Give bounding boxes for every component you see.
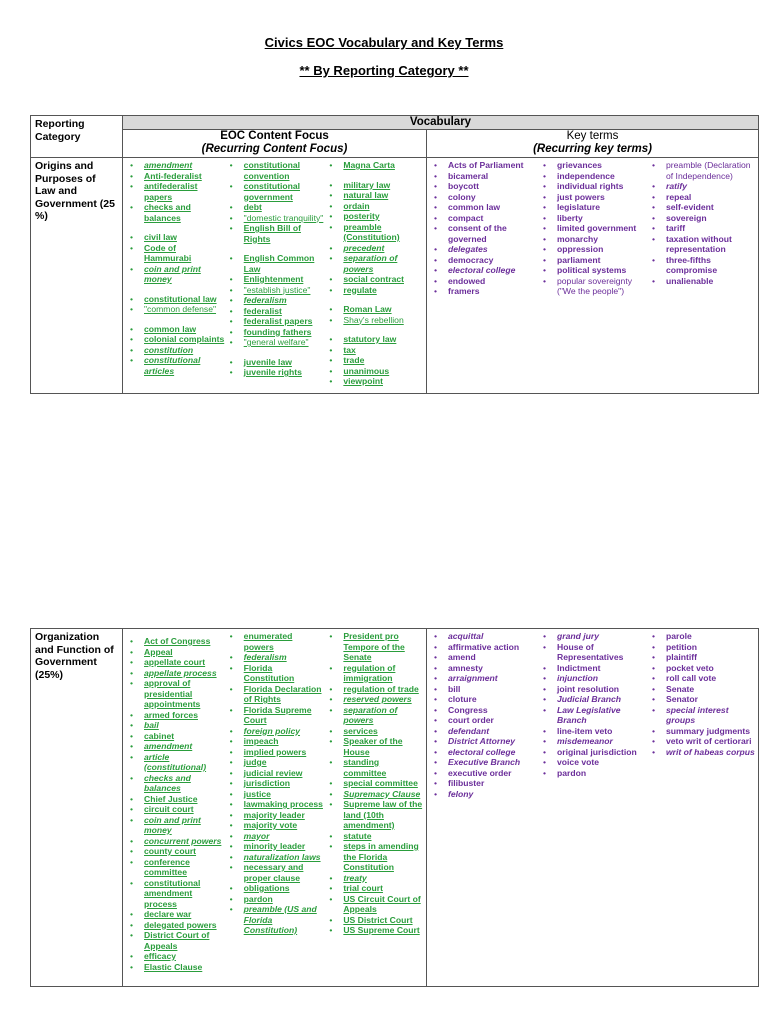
list-item: • jurisdiction	[225, 778, 325, 789]
list-item: • English Common Law	[225, 253, 325, 274]
list-item: • services	[324, 726, 424, 737]
list-item: • Indictment	[538, 663, 647, 674]
content-list-1	[125, 631, 225, 972]
list-item: • checks and balances	[125, 202, 225, 223]
list-item: • Acts of Parliament	[429, 160, 538, 171]
list-item: • special interest groups	[647, 705, 756, 726]
list-item: • coin and print money	[125, 264, 225, 285]
list-item: • constitutional government	[225, 181, 325, 202]
list-item: • US District Court	[324, 915, 424, 926]
key-terms-header: Key terms (Recurring key terms)	[427, 130, 759, 158]
list-item: • standing committee	[324, 757, 424, 778]
content-focus-cell	[123, 158, 427, 394]
list-item: • Law Legislative Branch	[538, 705, 647, 726]
list-item: • grievances	[538, 160, 647, 171]
list-item: • Executive Branch	[429, 757, 538, 768]
list-item: • "common defense"	[125, 304, 225, 315]
list-item: • original jurisdiction	[538, 747, 647, 758]
list-item: • appellate court	[125, 657, 225, 668]
list-item: • common law	[429, 202, 538, 213]
list-item: • popular sovereignty ("We the people")	[538, 276, 647, 297]
list-item: • President pro Tempore of the Senate	[324, 631, 424, 663]
list-item: • federalism	[225, 652, 325, 663]
list-item: • Florida Supreme Court	[225, 705, 325, 726]
list-item: • majority leader	[225, 810, 325, 821]
list-item: • obligations	[225, 883, 325, 894]
key-list-1	[429, 631, 538, 799]
list-item: • founding fathers	[225, 327, 325, 338]
list-item: • legislature	[538, 202, 647, 213]
list-item: • pocket veto	[647, 663, 756, 674]
key-list-2	[538, 160, 647, 297]
list-item: • separation of powers	[324, 705, 424, 726]
list-item: • Senate	[647, 684, 756, 695]
list-item: • repeal	[647, 192, 756, 203]
key-terms-cell	[427, 158, 759, 394]
list-item: • implied powers	[225, 747, 325, 758]
list-item: • voice vote	[538, 757, 647, 768]
list-item: • District Court of Appeals	[125, 930, 225, 951]
list-item: • federalism	[225, 295, 325, 306]
list-item: • amnesty	[429, 663, 538, 674]
list-item: • checks and balances	[125, 773, 225, 794]
list-item: • consent of the governed	[429, 223, 538, 244]
list-item: • declare war	[125, 909, 225, 920]
list-item: • Appeal	[125, 647, 225, 658]
content-list-3	[324, 160, 424, 387]
list-item: • filibuster	[429, 778, 538, 789]
list-item: • justice	[225, 789, 325, 800]
list-item: • line-item veto	[538, 726, 647, 737]
list-item: • Shay's rebellion	[324, 315, 424, 326]
list-item: • civil law	[125, 232, 225, 243]
list-item: • compact	[429, 213, 538, 224]
list-item: • reserved powers	[324, 694, 424, 705]
list-item: • amendment	[125, 741, 225, 752]
list-item: • defendant	[429, 726, 538, 737]
list-item: • House of Representatives	[538, 642, 647, 663]
content-list-2	[225, 631, 325, 972]
list-item: • conference committee	[125, 857, 225, 878]
list-item: • three-fifths compromise	[647, 255, 756, 276]
list-item: • District Attorney	[429, 736, 538, 747]
list-item: • boycott	[429, 181, 538, 192]
list-item: • antifederalist papers	[125, 181, 225, 202]
list-item: • Supremacy Clause	[324, 789, 424, 800]
list-item: • grand jury	[538, 631, 647, 642]
list-item: • social contract	[324, 274, 424, 285]
list-item: • Anti-federalist	[125, 171, 225, 182]
list-item: • just powers	[538, 192, 647, 203]
list-item: • trade	[324, 355, 424, 366]
list-item: • self-evident	[647, 202, 756, 213]
list-item: • Act of Congress	[125, 636, 225, 647]
list-item: • steps in amending the Florida Constitution	[324, 841, 424, 873]
list-item: • Magna Carta	[324, 160, 424, 171]
key-list-3	[647, 160, 756, 297]
list-item: • Florida Constitution	[225, 663, 325, 684]
list-item: • injunction	[538, 673, 647, 684]
list-item: • regulate	[324, 285, 424, 296]
list-item: • "general welfare"	[225, 337, 325, 348]
list-item: • majority vote	[225, 820, 325, 831]
key-list-3	[647, 631, 756, 799]
vocab-table-1	[30, 115, 759, 394]
list-item: • necessary and proper clause	[225, 862, 325, 883]
list-item: • tariff	[647, 223, 756, 234]
list-item: • article (constitutional)	[125, 752, 225, 773]
list-item: • Judicial Branch	[538, 694, 647, 705]
list-item: • electoral college	[429, 265, 538, 276]
list-item: • tax	[324, 345, 424, 356]
list-item: • bicameral	[429, 171, 538, 182]
list-item: • Chief Justice	[125, 794, 225, 805]
list-item: • statute	[324, 831, 424, 842]
list-item: • monarchy	[538, 234, 647, 245]
list-item: • acquittal	[429, 631, 538, 642]
list-item: • juvenile law	[225, 357, 325, 368]
list-item: • court order	[429, 715, 538, 726]
list-item: • naturalization laws	[225, 852, 325, 863]
list-item: • armed forces	[125, 710, 225, 721]
list-item: • regulation of trade	[324, 684, 424, 695]
list-item: • preamble (Declaration of Independence)	[647, 160, 756, 181]
list-item: • amendment	[125, 160, 225, 171]
list-item: • posterity	[324, 211, 424, 222]
list-item: • bail	[125, 720, 225, 731]
list-item: • Congress	[429, 705, 538, 716]
content-list-3	[324, 631, 424, 972]
list-item: • separation of powers	[324, 253, 424, 274]
vocabulary-header: Vocabulary	[123, 116, 759, 130]
list-item: • summary judgments	[647, 726, 756, 737]
list-item: • colonial complaints	[125, 334, 225, 345]
list-item: • Enlightenment	[225, 274, 325, 285]
list-item: • juvenile rights	[225, 367, 325, 378]
list-item: • efficacy	[125, 951, 225, 962]
list-item: • constitutional law	[125, 294, 225, 305]
content-focus-cell	[123, 629, 427, 987]
list-item: • federalist papers	[225, 316, 325, 327]
list-item: • misdemeanor	[538, 736, 647, 747]
document-title: Civics EOC Vocabulary and Key Terms	[264, 35, 504, 50]
list-item: • approval of presidential appointments	[125, 678, 225, 710]
list-item: • appellate process	[125, 668, 225, 679]
list-item: • treaty	[324, 873, 424, 884]
list-item: • colony	[429, 192, 538, 203]
list-item: • "domestic tranquility"	[225, 213, 325, 224]
list-item: • impeach	[225, 736, 325, 747]
key-list-2	[538, 631, 647, 799]
content-list-1	[125, 160, 225, 387]
list-item: • constitutional amendment process	[125, 878, 225, 910]
list-item: • political systems	[538, 265, 647, 276]
list-item: • oppression	[538, 244, 647, 255]
list-item: • federalist	[225, 306, 325, 317]
list-item: • constitutional convention	[225, 160, 325, 181]
list-item: • "establish justice"	[225, 285, 325, 296]
list-item: • amend	[429, 652, 538, 663]
list-item: • liberty	[538, 213, 647, 224]
list-item: • Florida Declaration of Rights	[225, 684, 325, 705]
list-item: • writ of habeas corpus	[647, 747, 756, 758]
list-item: • judicial review	[225, 768, 325, 779]
list-item: • viewpoint	[324, 376, 424, 387]
list-item: • English Bill of Rights	[225, 223, 325, 244]
list-item: • ordain	[324, 201, 424, 212]
list-item: • pardon	[538, 768, 647, 779]
category-origins: Origins and Purposes of Law and Government (25 %)	[31, 158, 123, 394]
list-item: • unalienable	[647, 276, 756, 287]
list-item: • Elastic Clause	[125, 962, 225, 973]
list-item: • military law	[324, 180, 424, 191]
list-item: • precedent	[324, 243, 424, 254]
content-list-2	[225, 160, 325, 387]
key-terms-cell	[427, 629, 759, 987]
list-item: • framers	[429, 286, 538, 297]
category-organization: Organization and Function of Government (25%)	[31, 629, 123, 987]
list-item: • preamble (Constitution)	[324, 222, 424, 243]
document-subtitle: ** By Reporting Category **	[299, 63, 469, 78]
list-item: • sovereign	[647, 213, 756, 224]
list-item: • common law	[125, 324, 225, 335]
list-item: • parole	[647, 631, 756, 642]
list-item: • joint resolution	[538, 684, 647, 695]
list-item: • county court	[125, 846, 225, 857]
list-item: • mayor	[225, 831, 325, 842]
list-item: • executive order	[429, 768, 538, 779]
list-item: • unanimous	[324, 366, 424, 377]
list-item: • trial court	[324, 883, 424, 894]
list-item: • plaintiff	[647, 652, 756, 663]
list-item: • veto writ of certiorari	[647, 736, 756, 747]
list-item: • independence	[538, 171, 647, 182]
list-item: • circuit court	[125, 804, 225, 815]
list-item: • foreign policy	[225, 726, 325, 737]
list-item: • taxation without representation	[647, 234, 756, 255]
list-item: • concurrent powers	[125, 836, 225, 847]
list-item: • Code of Hammurabi	[125, 243, 225, 264]
list-item: • delegates	[429, 244, 538, 255]
list-item: • arraignment	[429, 673, 538, 684]
list-item: • roll call vote	[647, 673, 756, 684]
list-item: • ratify	[647, 181, 756, 192]
list-item: • cabinet	[125, 731, 225, 742]
list-item: • delegated powers	[125, 920, 225, 931]
vocab-table-2	[30, 628, 759, 987]
list-item: • affirmative action	[429, 642, 538, 653]
list-item: • limited government	[538, 223, 647, 234]
list-item: • coin and print money	[125, 815, 225, 836]
list-item: • petition	[647, 642, 756, 653]
list-item: • natural law	[324, 190, 424, 201]
list-item: • preamble (US and Florida Constitution)	[225, 904, 325, 936]
list-item: • US Supreme Court	[324, 925, 424, 936]
list-item: • debt	[225, 202, 325, 213]
list-item: • individual rights	[538, 181, 647, 192]
list-item: • constitution	[125, 345, 225, 356]
list-item: • constitutional articles	[125, 355, 225, 376]
list-item: • Roman Law	[324, 304, 424, 315]
list-item: • US Circuit Court of Appeals	[324, 894, 424, 915]
list-item: • enumerated powers	[225, 631, 325, 652]
list-item: • parliament	[538, 255, 647, 266]
list-item: • Speaker of the House	[324, 736, 424, 757]
key-list-1	[429, 160, 538, 297]
list-item: • regulation of immigration	[324, 663, 424, 684]
list-item: • cloture	[429, 694, 538, 705]
list-item: • electoral college	[429, 747, 538, 758]
list-item: • lawmaking process	[225, 799, 325, 810]
list-item: • felony	[429, 789, 538, 800]
list-item: • pardon	[225, 894, 325, 905]
list-item: • bill	[429, 684, 538, 695]
content-focus-header: EOC Content Focus (Recurring Content Focus)	[123, 130, 427, 158]
list-item: • endowed	[429, 276, 538, 287]
list-item: • Supreme law of the land (10th amendment)	[324, 799, 424, 831]
list-item: • democracy	[429, 255, 538, 266]
list-item: • minority leader	[225, 841, 325, 852]
list-item: • Senator	[647, 694, 756, 705]
list-item: • special committee	[324, 778, 424, 789]
list-item: • judge	[225, 757, 325, 768]
reporting-category-header: Reporting Category	[31, 116, 123, 158]
list-item: • statutory law	[324, 334, 424, 345]
